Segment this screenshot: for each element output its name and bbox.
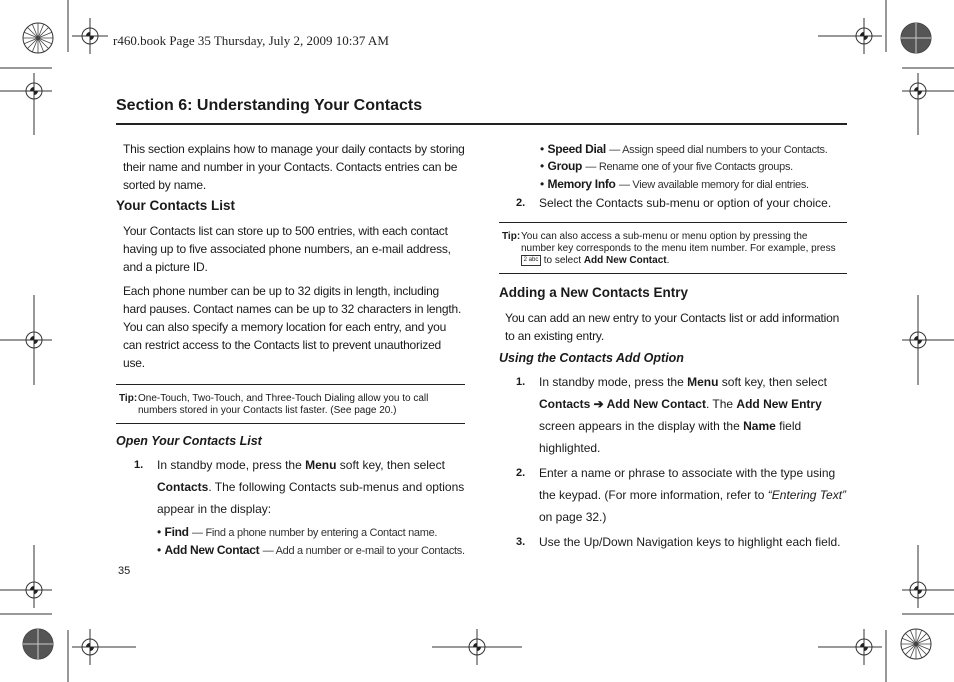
crosshair-left-upper [0,73,52,135]
add-entry-heading: Adding a New Contacts Entry [499,285,689,300]
step-text-part: the keypad. (For more information, refer to [539,488,768,502]
bullet-name: Find [164,525,189,539]
tip-box-dialing [116,384,465,424]
step-text-part: highlighted. [539,441,601,455]
open-step-2 [516,192,846,214]
tip-box-shortcut [499,222,847,274]
page-title: Section 6: Understanding Your Contacts [116,97,423,114]
crosshair-top-left-inner [72,18,108,54]
crosshair-right-upper [902,73,954,135]
step-text-part: screen appears in the display with the [539,419,744,433]
bullet-desc: — Assign speed dial numbers to your Contacts. [609,144,828,156]
print-header: r460.book Page 35 Thursday, July 2, 2009 10:37 AM [113,33,389,48]
add-step-3 [516,531,846,553]
tip-text: You can also access a sub-menu or menu option by pressing the number key corresponds to the menu item number. For example, press [521,231,836,254]
contacts-menu-label: Contacts [157,480,209,494]
contacts-list-paragraph-1: Your Contacts list can store up to 500 entries, with each contact having up to five associated phone numbers, an e-mail address, and a picture ID. [123,224,451,274]
crosshair-left-middle [0,295,52,385]
menu-path-label: Contacts ➔ Add New Contact [539,397,706,411]
crosshair-bottom-left-inner [72,629,136,665]
step-text [539,462,849,528]
tip-label: Tip: [502,231,521,242]
tip-text: One-Touch, Two-Touch, and Three-Touch Dialing allow you to call numbers stored in your Contacts list faster. (See page 20.) [138,393,429,416]
bullet-desc: — Add a number or e-mail to your Contacts. [262,545,465,557]
cross-reference: “Entering Text” [767,488,847,502]
bullet-find: • Find — Find a phone number by entering a Contact name. [157,525,438,539]
menu-key-label: Menu [305,458,337,472]
bullet-add-new-contact: • Add New Contact — Add a number or e-mail to your Contacts. [157,543,465,557]
title-rule [116,123,847,125]
crosshair-top-right-inner [818,18,882,54]
step-text-part: soft key, then select [336,458,445,472]
bullet-speed-dial: • Speed Dial — Assign speed dial numbers to your Contacts. [540,142,828,156]
crosshair-right-lower [902,545,954,608]
step-text-part: field [775,419,802,433]
add-new-entry-label: Add New Entry [736,397,822,411]
contacts-list-paragraph-2: Each phone number can be up to 32 digits in length, including hard pauses. Contact names can be up to 32 characters in length. You can also specify a memory location for each entry, and you can restrict access to the Contacts list to prevent unauthorized use. [123,284,462,370]
bullet-desc: — Find a phone number by entering a Contact name. [192,527,438,539]
bullet-name: Add New Contact [164,543,260,557]
add-new-contact-label: Add New Contact [583,255,667,267]
bullet-name: Speed Dial [547,142,606,156]
name-field-label: Name [743,419,776,433]
step-text: Select the Contacts sub-menu or option of your choice. [539,196,832,210]
step-text-part: soft key, then select [718,375,827,389]
open-contacts-heading: Open Your Contacts List [116,434,262,448]
open-step-1 [134,454,474,524]
add-entry-paragraph: You can add an new entry to your Contacts list or add information to an existing entry. [505,311,840,343]
step-text: Use the Up/Down Navigation keys to highlight each field. [539,535,841,549]
bullet-memory-info: • Memory Info — View available memory for dial entries. [540,177,809,191]
step-number: 3. [516,536,526,548]
add-step-2 [516,462,846,528]
crosshair-left-lower [0,545,52,608]
crosshair-bottom-right-inner [818,629,882,665]
contacts-list-heading: Your Contacts List [116,198,236,213]
step-text [539,371,849,459]
tip-text-line-2 [521,255,669,267]
bullet-name: Memory Info [547,177,616,191]
step-text-part: on page 32.) [539,510,607,524]
add-option-heading: Using the Contacts Add Option [499,351,684,365]
step-number: 1. [134,459,144,471]
add-step-1 [516,371,846,459]
menu-key-label: Menu [687,375,719,389]
bullet-desc: — View available memory for dial entries. [618,179,809,191]
step-number: 1. [516,376,526,388]
step-text-part: . The [705,397,737,411]
intro-paragraph: This section explains how to manage your daily contacts by storing their name and number in your Contacts. Contacts entries can be sorted by name. [123,142,465,192]
step-text-part: Enter a name or phrase to associate with the type using [539,466,836,480]
step-text [157,454,467,520]
number-key-icon: 2 abc [521,255,541,266]
step-text-part: . The following Contacts sub-menus and options appear in the display: [157,480,465,516]
bullet-desc: — Rename one of your five Contacts groups. [585,161,793,173]
tip-label: Tip: [119,393,138,404]
step-number: 2. [516,197,526,209]
crosshair-right-middle [902,295,954,385]
bullet-group: • Group — Rename one of your five Contacts groups. [540,159,793,173]
step-text-part: In standby mode, press the [157,458,306,472]
tip-text-part: . [666,255,670,267]
bullet-name: Group [547,159,583,173]
page-number: 35 [118,565,131,577]
step-number: 2. [516,467,526,479]
step-text-part: In standby mode, press the [539,375,688,389]
tip-text-part: to select [543,255,582,267]
crosshair-bottom-center [432,629,522,665]
